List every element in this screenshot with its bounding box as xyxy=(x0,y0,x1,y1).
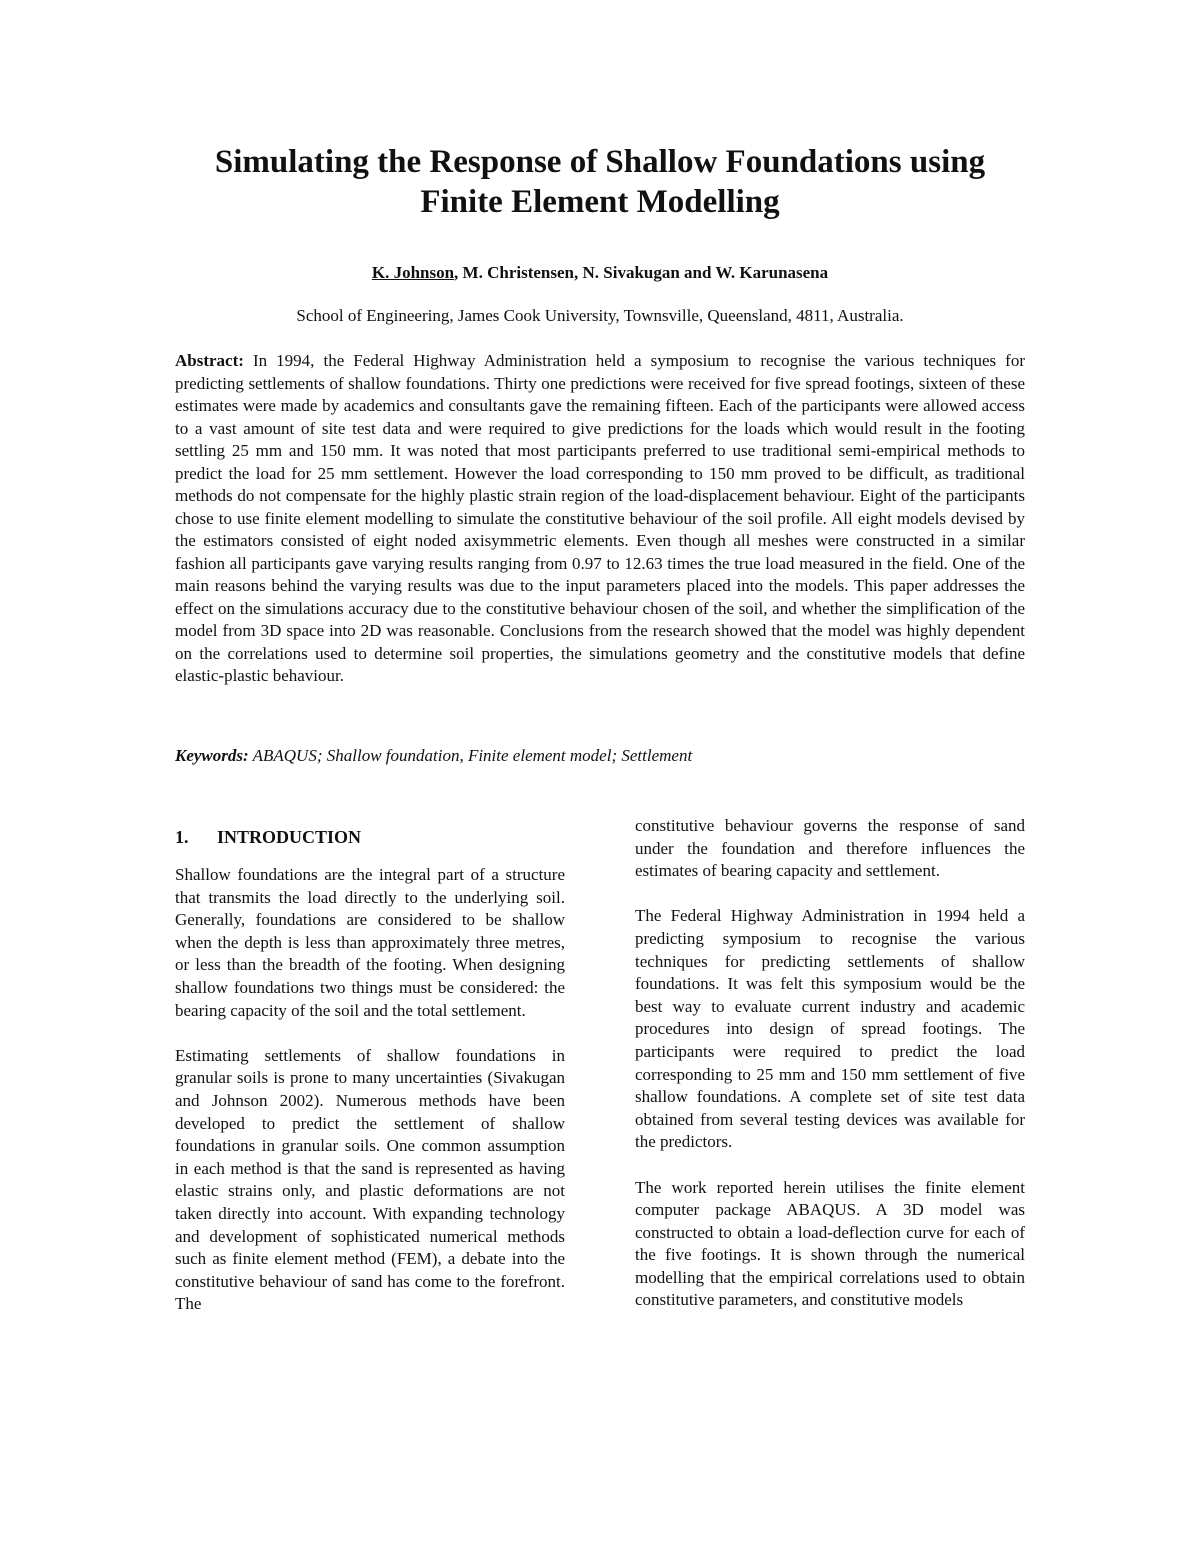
section-heading xyxy=(175,825,565,849)
title-line-1: Simulating the Response of Shallow Foundations using xyxy=(214,144,986,180)
affiliation: School of Engineering, James Cook University, Townsville, Queensland, 4811, Australia. xyxy=(296,306,904,325)
section-number: 1. xyxy=(175,827,189,847)
abstract-label: Abstract: xyxy=(175,351,244,370)
title-line-2: Finite Element Modelling xyxy=(420,184,780,220)
keywords-text: ABAQUS; Shallow foundation, Finite element model; Settlement xyxy=(252,746,693,765)
co-authors: , M. Christensen, N. Sivakugan and W. Karunasena xyxy=(454,263,829,282)
paragraph: Estimating settlements of shallow foundations in granular soils is prone to many uncertainties (Sivakugan and Johnson 2002). Numerous methods have been developed to predict the settlement of shallow foundations in granular soils. One common assumption in each method is that the sand is represented as having elastic strains only, and plastic deformations are not taken directly into account. With expanding technology and development of sophisticated numerical methods such as finite element method (FEM), a debate into the constitutive behaviour of sand has come to the forefront. The xyxy=(175,1045,565,1314)
abstract-text: In 1994, the Federal Highway Administration held a symposium to recognise the various techniques for predicting settlements of shallow foundations. Thirty one predictions were received for five spread footings, sixteen of these estimates were made by academics and consultants gave the remaining fifteen. Each of the participants were allowed access to a vast amount of site test data and were required to give predictions for the loads which would result in the footing settling 25 mm and 150 mm. It was noted that most participants preferred to use traditional semi-empirical methods to predict the load for 25 mm settlement. However the load corresponding to 150 mm proved to be difficult, as traditional methods do not compensate for the highly plastic strain region of the load-displacement behaviour. Eight of the participants chose to use finite element modelling to simulate the constitutive behaviour of the soil profile. All eight models devised by the estimators consisted of eight noded axisymmetric elements. Even though all meshes were constructed in a similar fashion all participants gave varying results ranging from 0.97 to 12.63 times the true load measured in the field. One of the main reasons behind the varying results was due to the input parameters placed into the models. This paper addresses the effect on the simulations accuracy due to the constitutive behaviour chosen of the soil, and whether the simplification of the model from 3D space into 2D was reasonable. Conclusions from the research showed that the model was highly dependent on the correlations used to determine soil properties, the simulations geometry and the constitutive models that define elastic-plastic behaviour. xyxy=(175,351,1025,685)
author-list xyxy=(150,262,1050,284)
paragraph: The Federal Highway Administration in 1994 held a predicting symposium to recognise the various techniques for predicting settlements of shallow foundations. It was felt this symposium would be the best way to evaluate current industry and academic procedures into design of spread footings. The participants were required to predict the load corresponding to 25 mm and 150 mm settlement of five shallow foundations. A complete set of site test data obtained from several testing devices was available for the predictors. xyxy=(635,906,1025,1152)
keywords-label: Keywords: xyxy=(175,746,249,765)
paragraph: constitutive behaviour governs the response of sand under the foundation and therefore influences the estimates of bearing capacity and settlement. xyxy=(635,816,1025,881)
section-title: INTRODUCTION xyxy=(217,827,362,847)
abstract xyxy=(175,350,1025,688)
paragraph: The work reported herein utilises the finite element computer package ABAQUS. A 3D model was constructed to obtain a load-deflection curve for each of the five footings. It is shown through the numerical modelling that the empirical correlations used to obtain constitutive parameters, and constitutive models xyxy=(635,1177,1025,1310)
left-column xyxy=(175,825,565,1338)
first-author: K. Johnson xyxy=(371,263,455,282)
paper-title xyxy=(150,142,1050,222)
paragraph: Shallow foundations are the integral part of a structure that transmits the load directly to the underlying soil. Generally, foundations are considered to be shallow when the depth is less than approximately three metres, or less than the breadth of the footing. When designing shallow foundations two things must be considered: the bearing capacity of the soil and the total settlement. xyxy=(175,865,565,1020)
right-column xyxy=(635,815,1025,1335)
keywords xyxy=(175,745,1025,767)
